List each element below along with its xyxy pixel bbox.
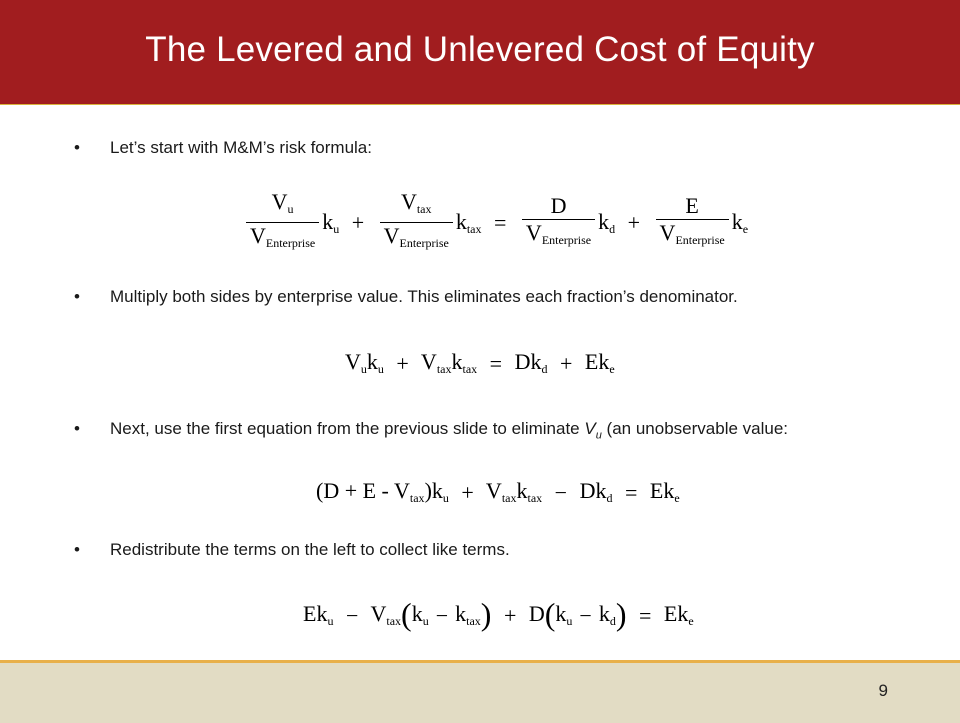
bullet-dot: • bbox=[74, 138, 80, 157]
footer-bar bbox=[0, 660, 960, 723]
equation-risk-formula: $\frac{V_u}{V_{Enterprise}}$ $k_u$ + $\frac{V_{tax}}{V_{Enterprise}}$ $k_{tax}$ = $\frac{D}{V_{Enterprise}}$ $k_d$ + $\frac{E}{V_{Enterprise}}$ $k_e$ bbox=[243, 189, 748, 256]
bullet-dot: • bbox=[74, 287, 80, 306]
fraction-vu: $\frac{V_u}{V_{Enterprise}}$ bbox=[246, 189, 319, 256]
equation-collected: $Ek_u - V_{tax}(k_u - k_{tax}) + D(k_u - k_d) = Ek_e$ bbox=[303, 596, 694, 632]
bullet-text: Next, use the first equation from the previous slide to eliminate $V_u$ (an unobservable value: bbox=[110, 419, 789, 442]
bullet-dot: • bbox=[74, 540, 80, 559]
bullet-text: Multiply both sides by enterprise value. This eliminates each fraction’s denominator. bbox=[110, 287, 738, 306]
bullet-text: Let’s start with M&M’s risk formula: bbox=[110, 138, 372, 157]
fraction-e: $\frac{E}{V_{Enterprise}}$ bbox=[656, 193, 729, 253]
equation-substituted: $(D + E - V_{tax})k_u + V_{tax}k_{tax} - Dk_d = Ek_e$ bbox=[316, 478, 680, 505]
slide-title: The Levered and Unlevered Cost of Equity bbox=[145, 30, 815, 69]
fraction-d: $\frac{D}{V_{Enterprise}}$ bbox=[522, 193, 595, 253]
title-bar bbox=[0, 0, 960, 105]
equation-multiplied: $V_uk_u + V_{tax}k_{tax} = Dk_d + Ek_e$ bbox=[345, 349, 615, 376]
variable-vu: $V_u$ bbox=[584, 419, 602, 442]
bullet-text: Redistribute the terms on the left to collect like terms. bbox=[110, 540, 510, 559]
bullet-dot: • bbox=[74, 419, 80, 438]
fraction-vtax: $\frac{V_{tax}}{V_{Enterprise}}$ bbox=[380, 189, 453, 256]
page-number: 9 bbox=[878, 681, 888, 700]
